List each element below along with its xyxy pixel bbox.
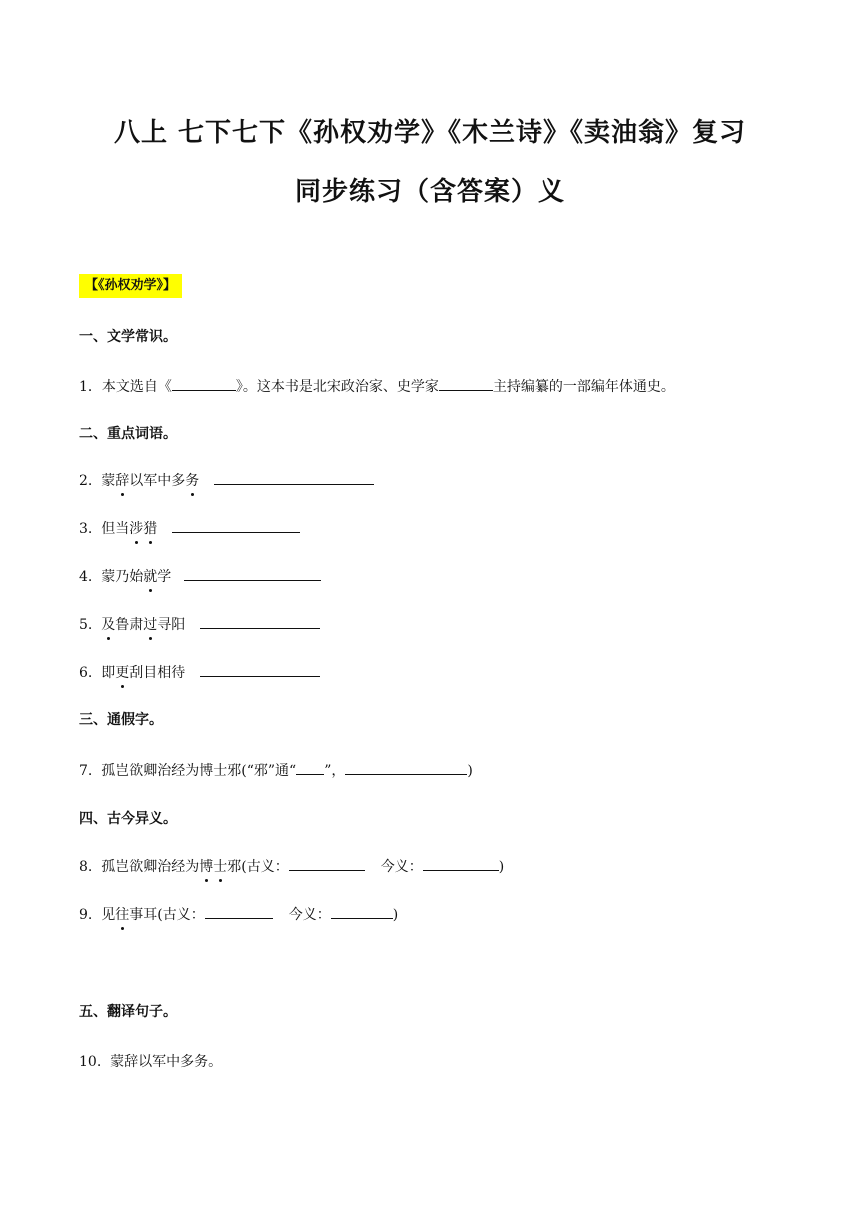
question-6 [79,662,320,683]
document-title-line2: 同步练习（含答案）义 [294,177,565,207]
question-text: 学 [157,569,172,585]
emphasized-char: 更 [115,665,130,681]
document-title-line1: 八上 七下七下《孙权劝学》《木兰诗》《卖油翁》复习 [113,118,747,148]
question-number: 7. [79,763,93,779]
question-text: 主持编纂的一部编年体通史。 [492,379,675,395]
question-9 [79,904,398,925]
answer-blank[interactable] [423,856,499,871]
answer-blank[interactable] [296,760,324,775]
question-8 [79,856,504,877]
answer-blank[interactable] [439,376,493,391]
question-number: 6. [79,665,93,681]
emphasized-char: 猎 [143,521,158,537]
answer-blank[interactable] [200,662,320,677]
question-text: 以军中多 [129,473,186,489]
emphasized-char: 辞 [115,473,130,489]
emphasized-char: 过 [143,617,158,633]
section-heading-interchangeable-chars: 三、通假字。 [79,712,163,728]
question-3 [79,518,300,539]
question-number: 4. [79,569,93,585]
question-text: 》。这本书是北宋政治家、史学家 [235,379,439,395]
question-text: 蒙 [101,473,116,489]
question-text: 今义： [288,907,331,923]
answer-blank[interactable] [289,856,365,871]
question-text: 孤岂欲卿治经为 [101,859,200,875]
question-text: 寻阳 [157,617,186,633]
answer-blank[interactable] [172,518,300,533]
question-7 [79,760,473,781]
section-heading-key-words: 二、重点词语。 [79,426,177,442]
answer-blank[interactable] [172,376,236,391]
question-text: 蒙辞以军中多务。 [110,1054,223,1070]
question-text: 刮目相待 [129,665,186,681]
question-number: 8. [79,859,93,875]
section-heading-translation: 五、翻译句子。 [79,1004,177,1020]
question-text: 邪(古义： [227,859,289,875]
question-text: ) [392,907,399,923]
question-number: 3. [79,521,93,537]
emphasized-char: 往 [115,907,130,923]
question-text: 今义： [380,859,423,875]
question-text: 但当 [101,521,130,537]
question-text: ) [498,859,505,875]
emphasized-char: 士 [213,859,228,875]
question-text: 事耳(古义： [129,907,205,923]
question-number: 9. [79,907,93,923]
answer-blank[interactable] [345,760,467,775]
emphasized-char: 博 [199,859,214,875]
question-10 [79,1052,222,1072]
question-text: 本文选自《 [101,379,172,395]
answer-blank[interactable] [184,566,321,581]
answer-blank[interactable] [214,470,374,485]
emphasized-char: 务 [185,473,200,489]
question-text: ) [467,763,473,779]
question-text: 蒙乃始 [101,569,144,585]
question-number: 5. [79,617,93,633]
question-5 [79,614,320,635]
section-heading-literature: 一、文学常识。 [79,329,177,345]
answer-blank[interactable] [331,904,393,919]
section-highlight-label: 【《孙权劝学》】 [79,274,182,298]
question-text: 见 [101,907,116,923]
answer-blank[interactable] [205,904,273,919]
question-4 [79,566,321,587]
question-number: 2. [79,473,93,489]
emphasized-char: 就 [143,569,158,585]
question-2 [79,470,374,491]
question-text: ”， [324,763,346,779]
question-1 [79,376,675,397]
section-heading-ancient-modern-meaning: 四、古今异义。 [79,811,177,827]
question-number: 10. [79,1054,102,1070]
question-text: 鲁肃 [115,617,144,633]
question-text: 即 [101,665,116,681]
question-text: 孤岂欲卿治经为博士邪(“邪”通“ [101,763,297,779]
answer-blank[interactable] [200,614,320,629]
emphasized-char: 涉 [129,521,144,537]
question-number: 1． [79,379,102,395]
emphasized-char: 及 [101,617,116,633]
